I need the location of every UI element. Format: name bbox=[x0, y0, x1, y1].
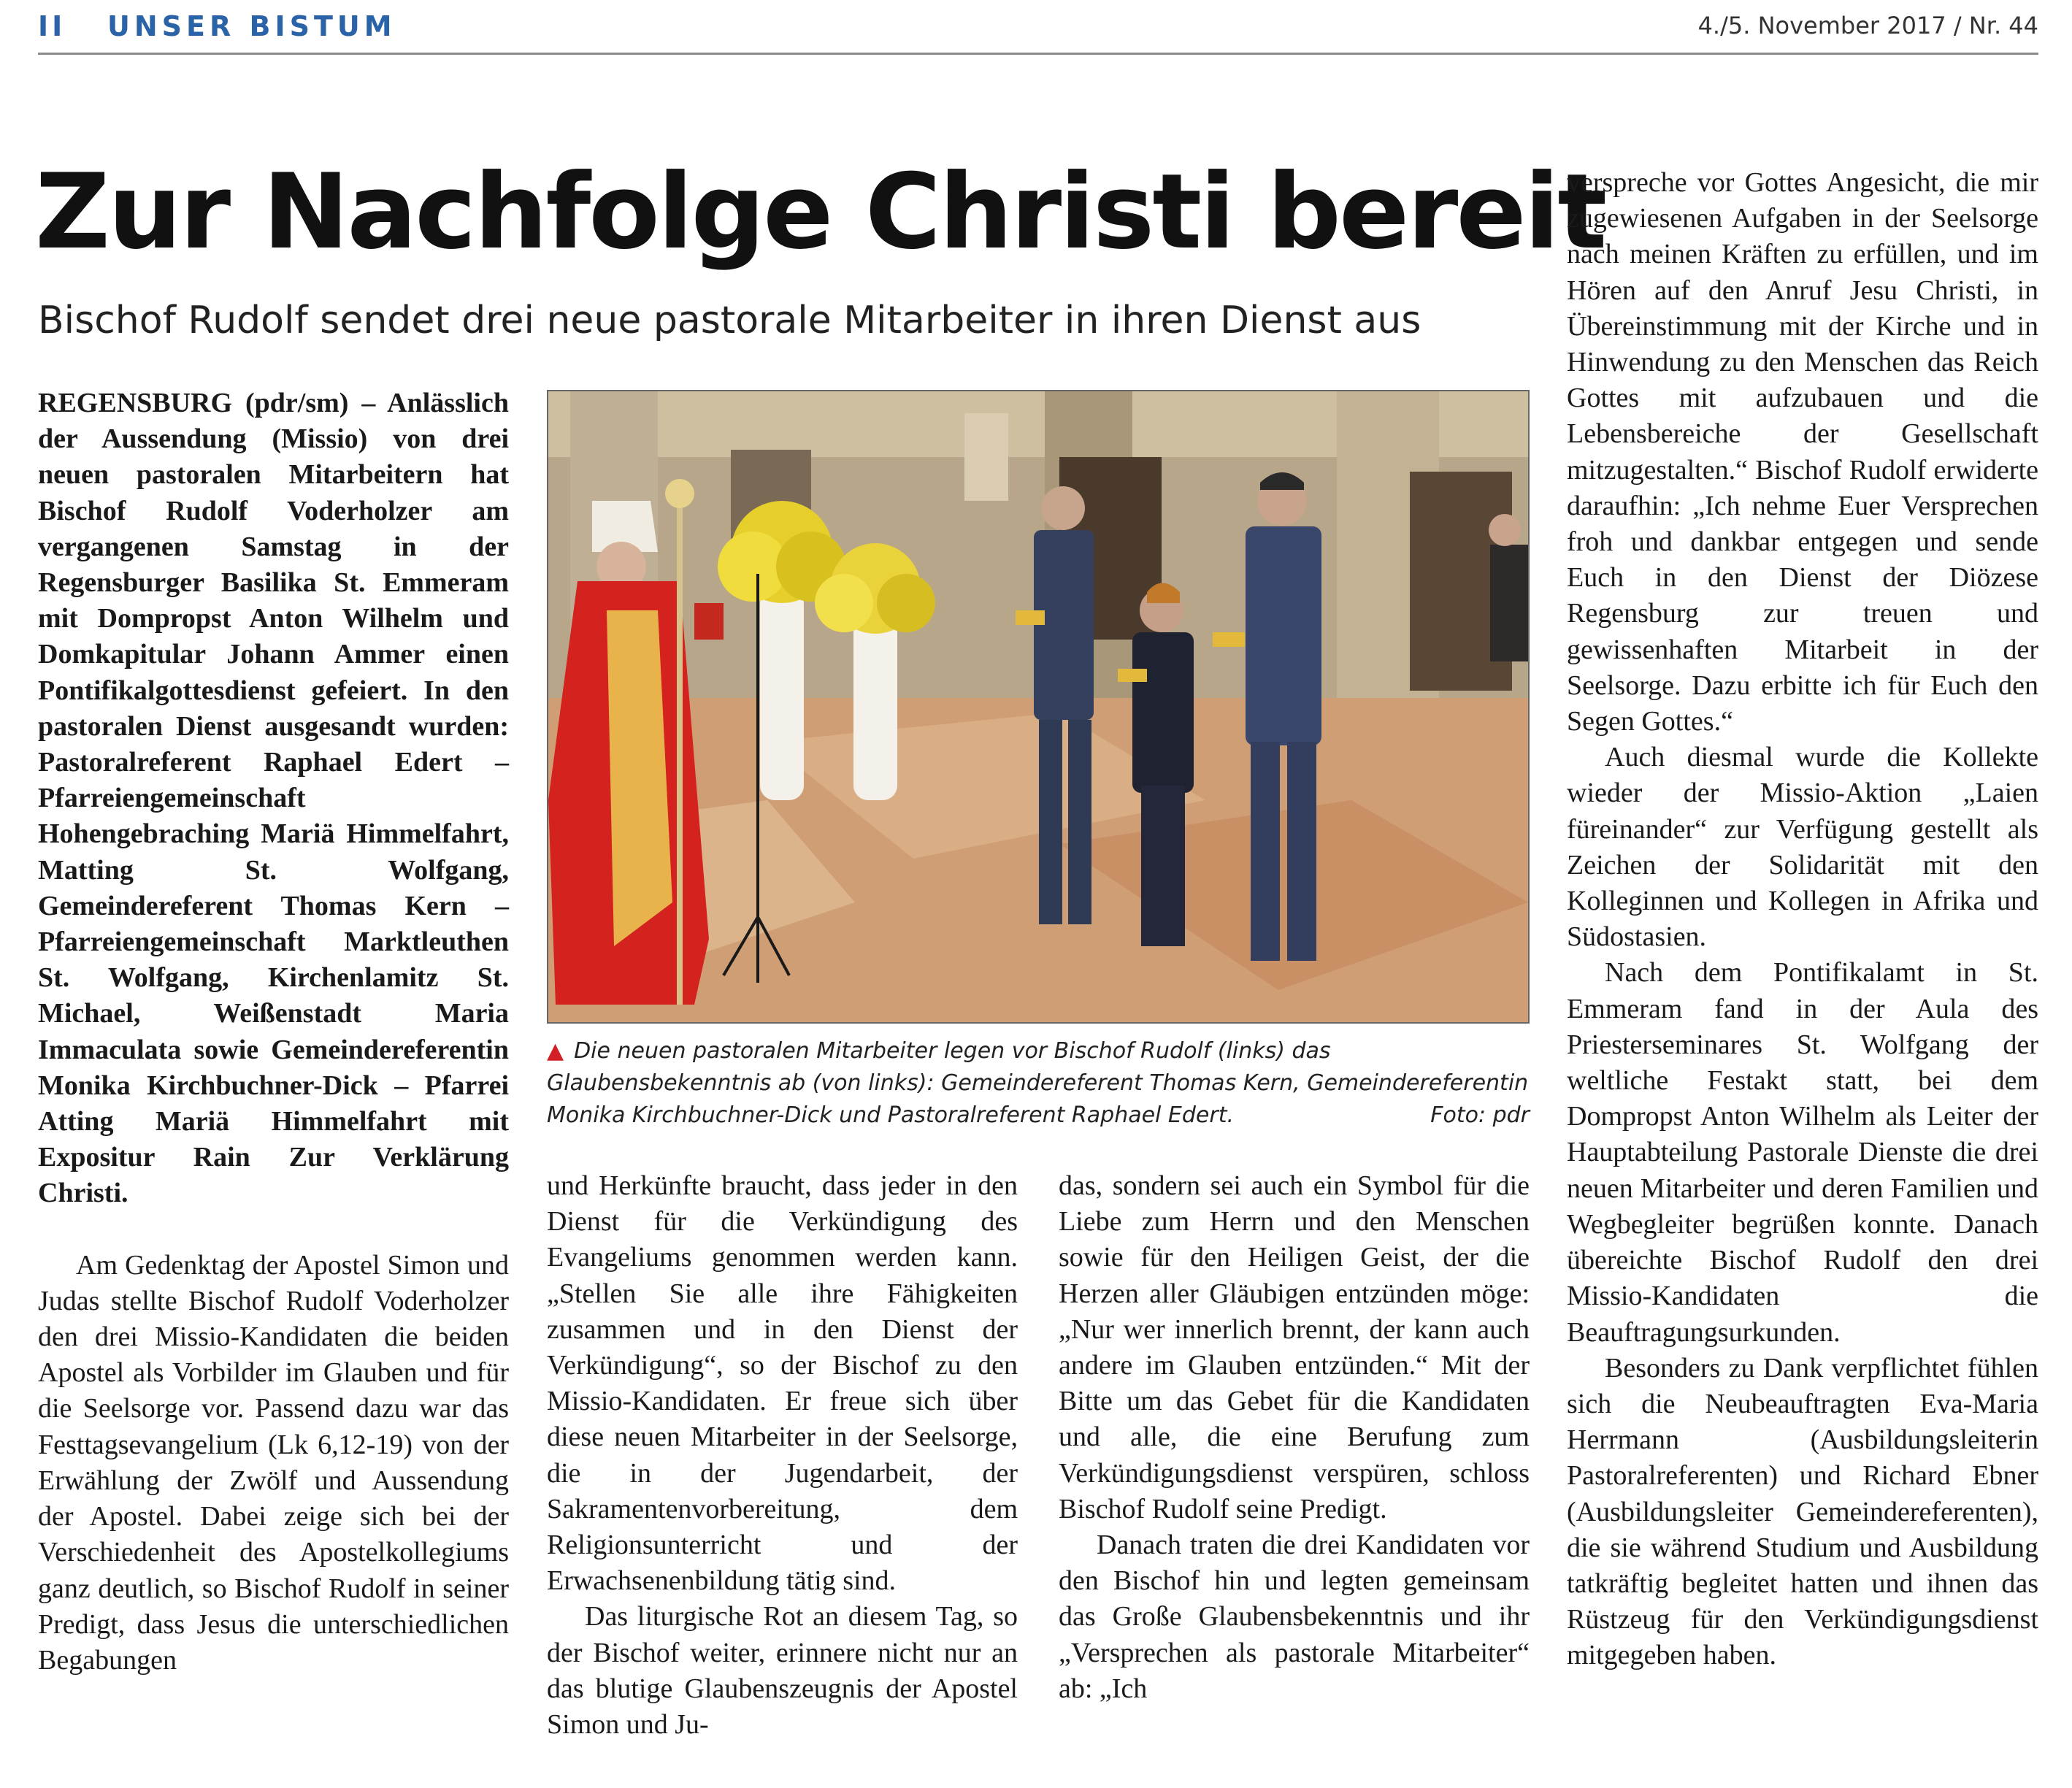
headline: Zur Nachfolge Christi bereit bbox=[35, 152, 1605, 272]
body-paragraph: Besonders zu Dank verpflichtet fühlen sich die Neubeauftragten Eva-Maria Herrmann (Ausbildungsleiterin Pastoralreferenten) und Richard Ebner (Ausbildungsleiter Gemeindereferenten), die sie während Studium und Ausbildung tatkräftig begleitet hatten und ihnen das Rüstzeug für den Verkündigungsdienst mitgegeben haben. bbox=[1567, 1352, 2038, 1671]
issue-date: 4./5. November 2017 / Nr. 44 bbox=[1697, 12, 2038, 39]
subheadline: Bischof Rudolf sendet drei neue pastorale Mitarbeiter in ihren Dienst aus bbox=[38, 299, 1421, 342]
header-divider bbox=[38, 53, 2038, 55]
body-paragraph: Auch diesmal wurde die Kollekte wieder der Missio-Aktion „Laien füreinander“ zur Verfügung gestellt als Zeichen der Solidarität mit den Kolleginnen und Kollegen in Afrika und Südostasien. bbox=[1567, 742, 2038, 953]
lead-paragraph: REGENSBURG (pdr/sm) – Anlässlich der Aussendung (Missio) von drei neuen pastoralen Mitarbeitern hat Bischof Rudolf Voderholzer am vergangenen Samstag in der Regensburger Basilika St. Emmeram mit Dompropst Anton Wilhelm und Domkapitular Johann Ammer einen Pontifikalgottesdienst gefeiert. In den pastoralen Dienst ausgesandt wurden: Pastoralreferent Raphael Edert – Pfarreiengemeinschaft Hohengebraching Mariä Himmelfahrt, Matting St. Wolfgang, Gemeindereferent Thomas Kern – Pfarreiengemeinschaft Marktleuthen St. Wolfgang, Kirchenlamitz St. Michael, Weißenstadt Maria Immaculata sowie Gemeindereferentin Monika Kirchbuchner-Dick – Pfarrei Atting Mariä Himmelfahrt mit Expositur Rain Zur Verklärung Christi. bbox=[38, 388, 509, 1209]
article-photo bbox=[547, 390, 1530, 1024]
body-paragraph: Das liturgische Rot an diesem Tag, so der Bischof weiter, erinnere nicht nur an das blutige Glaubenszeugnis der Apostel Simon und Ju- bbox=[547, 1601, 1018, 1741]
page-header bbox=[38, 10, 2038, 53]
column-4 bbox=[1567, 165, 2038, 1674]
caption-text: Die neuen pastoralen Mitarbeiter legen vor Bischof Rudolf (links) das Glaubensbekenntnis ab (von links): Gemeindereferent Thomas Kern, Gemeindereferentin Monika Kirchbuchner-Dick und Pastoralreferent Raphael Edert. bbox=[547, 1038, 1529, 1128]
page-number: II bbox=[38, 10, 66, 42]
column-3 bbox=[1059, 1168, 1530, 1707]
column-1 bbox=[38, 385, 509, 1678]
body-paragraph: das, sondern sei auch ein Symbol für die Liebe zum Herrn und den Menschen sowie für den Heiligen Geist, der die Herzen aller Gläubigen entzünden möge: „Nur wer innerlich brennt, der kann auch andere im Glauben entzünden.“ Mit der Bitte um das Gebet für die Kandidaten und alle, die eine Berufung zum Verkündigungsdienst verspüren, schloss Bischof Rudolf seine Predigt. bbox=[1059, 1170, 1530, 1524]
photo-credit: Foto: pdr bbox=[1430, 1102, 1530, 1128]
body-paragraph: verspreche vor Gottes Angesicht, die mir zugewiesenen Aufgaben in der Seelsorge nach meinen Kräften zu erfüllen, und im Hören auf den Anruf Jesu Christi, in Übereinstimmung mit der Kirche und in Hinwendung zu den Menschen das Reich Gottes mit aufzubauen und die Lebensbereiche der Gesellschaft mitzugestalten.“ Bischof Rudolf erwiderte daraufhin: „Ich nehme Euer Versprechen froh und dankbar entgegen und sende Euch in den Dienst der Diözese Regensburg zur treuen und gewissenhaften Mitarbeit in der Seelsorge. Dazu erbitte ich für Euch den Segen Gottes.“ bbox=[1567, 167, 2038, 737]
body-paragraph: Am Gedenktag der Apostel Simon und Judas stellte Bischof Rudolf Voderholzer den drei Missio-Kandidaten die beiden Apostel als Vorbilder im Glauben und für die Seelsorge vor. Passend dazu war das Festtagsevangelium (Lk 6,12-19) von der Erwählung der Zwölf und Aussendung der Apostel. Dabei zeige sich bei der Verschiedenheit des Apostelkollegiums ganz deutlich, so Bischof Rudolf in seiner Predigt, dass Jesus die unterschiedlichen Begabungen bbox=[38, 1249, 509, 1676]
body-paragraph: und Herkünfte braucht, dass jeder in den Dienst für die Verkündigung des Evangeliums genommen werden kann. „Stellen Sie alle ihre Fähigkeiten zusammen und in den Dienst der Verkündigung“, so der Bischof zu den Missio-Kandidaten. Er freue sich über diese neuen Mitarbeiter in der Seelsorge, die in der Jugendarbeit, der Sakramentenvorbereitung, dem Religionsunterricht und der Erwachsenenbildung tätig sind. bbox=[547, 1170, 1018, 1597]
column-2 bbox=[547, 1168, 1018, 1743]
section-title: UNSER BISTUM bbox=[107, 10, 396, 42]
photo-caption bbox=[547, 1035, 1530, 1132]
body-paragraph: Danach traten die drei Kandidaten vor den Bischof hin und legten gemeinsam das Große Glaubensbekenntnis und ihr „Versprechen als pastorale Mitarbeiter“ ab: „Ich bbox=[1059, 1530, 1530, 1704]
triangle-marker-icon: ▲ bbox=[547, 1038, 564, 1064]
body-paragraph: Nach dem Pontifikalamt in St. Emmeram fand in der Aula des Priesterseminares St. Wolfgang der weltliche Festakt statt, bei dem Dompropst Anton Wilhelm als Leiter der Hauptabteilung Pastorale Dienste die drei neuen Mitarbeiter und deren Familien und Wegbegleiter begrüßen konnte. Danach übereichte Bischof Rudolf den drei Missio-Kandidaten die Beauftragungsurkunden. bbox=[1567, 957, 2038, 1348]
